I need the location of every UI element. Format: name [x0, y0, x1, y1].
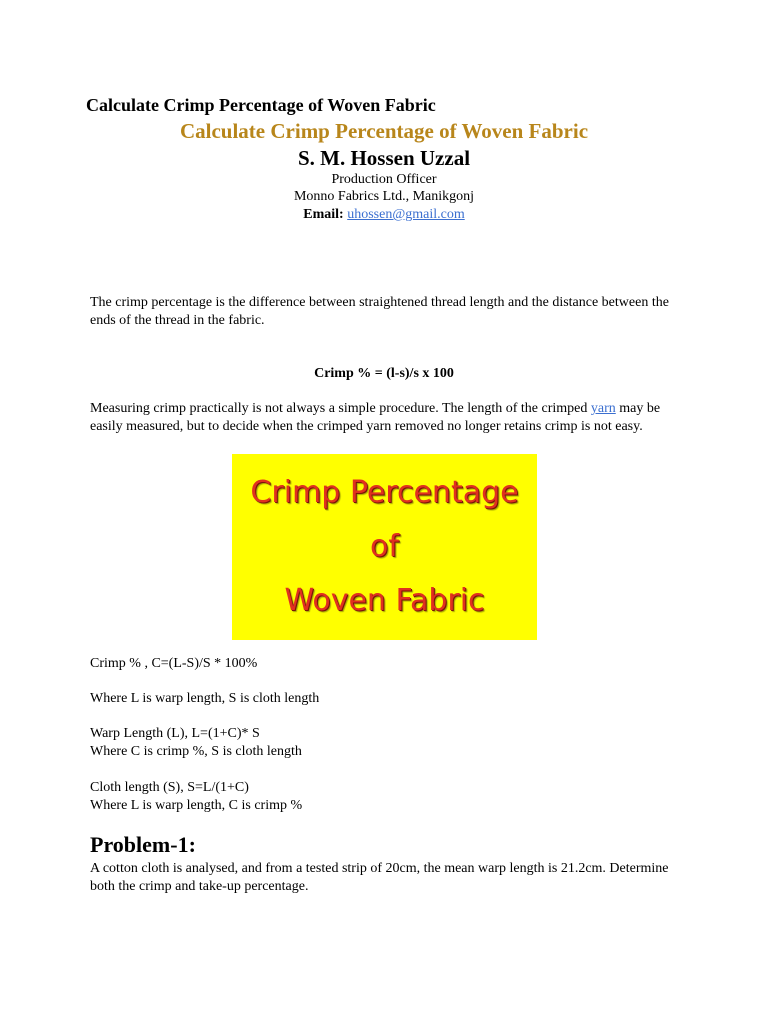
yarn-link[interactable]: yarn — [590, 401, 616, 416]
author-email-line — [0, 206, 768, 224]
author-name: S. M. Hossen Uzzal — [297, 146, 471, 170]
crimp-formula-note: Where L is warp length, S is cloth length — [90, 691, 320, 706]
cloth-length-formula: Cloth length (S), S=L/(1+C) — [90, 780, 249, 795]
banner-line-3: Woven Fabric — [284, 583, 485, 618]
banner-line-2: of — [370, 529, 399, 564]
email-label: Email: — [303, 207, 344, 222]
cloth-length-note: Where L is warp length, C is crimp % — [90, 798, 303, 813]
warp-length-formula: Warp Length (L), L=(1+C)* S — [90, 726, 260, 741]
measure-paragraph — [90, 400, 690, 436]
document-heading: Calculate Crimp Percentage of Woven Fabric — [86, 95, 436, 115]
email-link[interactable]: uhossen@gmail.com — [347, 207, 465, 222]
main-formula: Crimp % = (l-s)/s x 100 — [314, 366, 454, 381]
measure-text-start: Measuring crimp practically is not always a simple procedure. The length of the crimped — [90, 401, 591, 416]
problem-heading: Problem-1: — [90, 832, 196, 857]
measure-text-end: may be easily measured, but to decide when the crimped yarn removed no longer retains crimp is not easy. — [90, 401, 661, 434]
intro-paragraph: The crimp percentage is the difference between straightened thread length and the distance between the ends of the thread in the fabric. — [90, 295, 669, 328]
crimp-banner-image — [232, 454, 537, 640]
problem-text: A cotton cloth is analysed, and from a tested strip of 20cm, the mean warp length is 21.2cm. Determine both the crimp and take-up percentage. — [90, 861, 669, 894]
article-title: Calculate Crimp Percentage of Woven Fabric — [179, 119, 589, 143]
banner-line-1: Crimp Percentage — [250, 475, 519, 510]
author-company: Monno Fabrics Ltd., Manikgonj — [293, 189, 475, 204]
author-position: Production Officer — [331, 172, 437, 187]
crimp-formula: Crimp % , C=(L-S)/S * 100% — [90, 656, 258, 671]
warp-length-note: Where C is crimp %, S is cloth length — [90, 744, 302, 759]
